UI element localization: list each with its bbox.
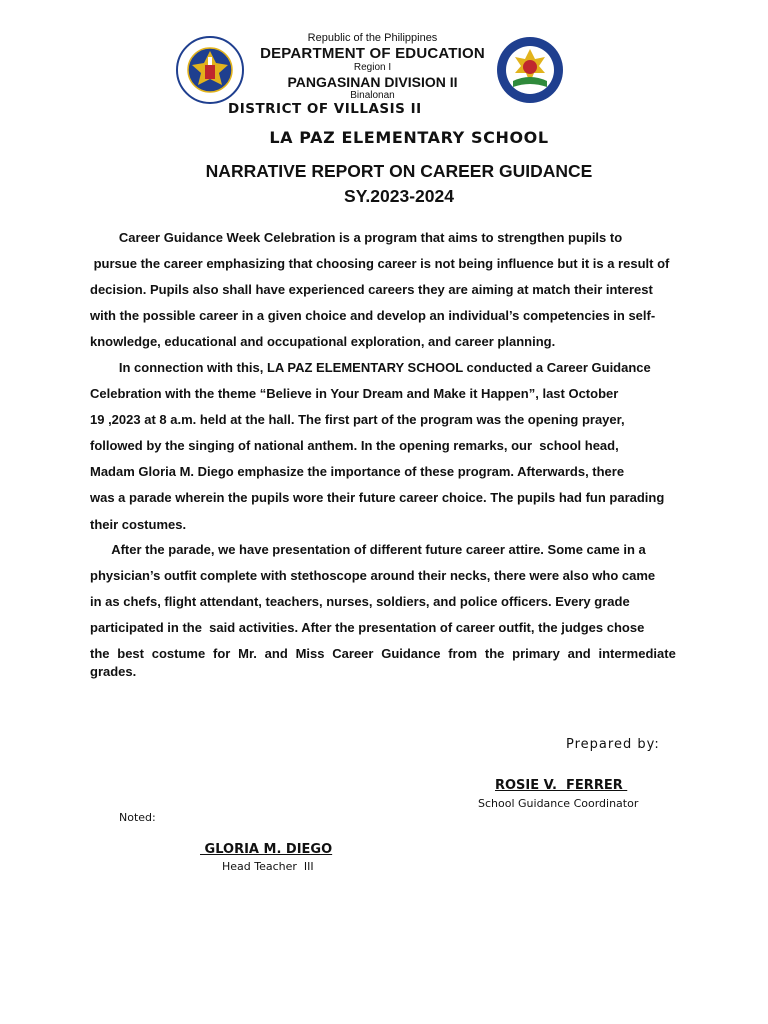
report-title <box>0 159 768 209</box>
justified-word: intermediate <box>598 646 676 662</box>
paragraph-line: in as chefs, flight attendant, teachers, nurses, soldiers, and police officers. Every grade <box>90 594 630 610</box>
justified-word: Miss <box>295 646 325 662</box>
prepared-by-label: Prepared by: <box>566 737 660 752</box>
region-line: Region I <box>353 62 392 73</box>
justified-word: best <box>117 646 144 662</box>
justified-word: from <box>448 646 478 662</box>
paragraph-line: In connection with this, LA PAZ ELEMENTARY SCHOOL conducted a Career Guidance <box>90 360 651 375</box>
paragraph-line: knowledge, educational and occupational exploration, and career planning. <box>90 334 556 350</box>
paragraph-line: pursue the career emphasizing that choosing career is not being influence but it is a result of <box>90 256 670 272</box>
paragraph-line: followed by the singing of national anthem. In the opening remarks, our school head, <box>90 438 619 454</box>
paragraph-line: physician’s outfit complete with stethoscope around their necks, there were also who came <box>90 568 656 584</box>
justified-word: the <box>90 646 110 662</box>
department-name: DEPARTMENT OF EDUCATION <box>260 45 485 62</box>
republic-line: Republic of the Philippines <box>307 32 438 44</box>
paragraph-line: participated in the said activities. After the presentation of career outfit, the judges chose <box>90 620 645 636</box>
district-name: DISTRICT OF VILLASIS II <box>228 101 422 117</box>
preparer-role: School Guidance Coordinator <box>478 797 639 810</box>
report-title-line1: NARRATIVE REPORT ON CAREER GUIDANCE <box>205 161 593 181</box>
paragraph-line: decision. Pupils also shall have experienced careers they are aiming at match their interest <box>90 282 653 298</box>
justified-word: and <box>264 646 288 662</box>
justified-words <box>90 644 676 664</box>
justified-word: costume <box>151 646 206 662</box>
paragraph-line: was a parade wherein the pupils wore their future career choice. The pupils had fun parading <box>90 490 665 506</box>
paragraph-line: their costumes. <box>90 516 187 532</box>
report-school-year: SY.2023-2024 <box>344 186 454 206</box>
paragraph-line: Career Guidance Week Celebration is a program that aims to strengthen pupils to <box>90 230 623 245</box>
deped-seal-icon <box>170 35 250 105</box>
paragraph-line: Madam Gloria M. Diego emphasize the importance of these program. Afterwards, there <box>90 464 625 480</box>
paragraph-line: with the possible career in a given choice and develop an individual’s competencies in self- <box>90 308 656 324</box>
paragraph-justified-line <box>90 644 690 662</box>
paragraph-1 <box>90 228 690 358</box>
justified-word: for <box>213 646 231 662</box>
division-seal-icon <box>495 35 565 105</box>
division-name: PANGASINAN DIVISION II <box>287 74 458 90</box>
justified-word: and <box>567 646 591 662</box>
noter-role: Head Teacher III <box>222 860 314 873</box>
paragraph-line: After the parade, we have presentation of different future career attire. Some came in a <box>90 542 646 557</box>
letterhead <box>170 30 560 105</box>
justified-word: Guidance <box>381 646 441 662</box>
town-line: Binalonan <box>350 90 395 101</box>
paragraph-2 <box>90 358 690 541</box>
school-name: LA PAZ ELEMENTARY SCHOOL <box>269 128 549 147</box>
paragraph-3 <box>90 540 690 688</box>
noter-name: GLORIA M. DIEGO <box>200 842 333 857</box>
paragraph-line: Celebration with the theme “Believe in Your Dream and Make it Happen”, last October <box>90 386 619 402</box>
justified-word: the <box>484 646 505 662</box>
paragraph-line: grades. <box>90 664 137 680</box>
preparer-name: ROSIE V. FERRER <box>495 778 628 793</box>
noted-label: Noted: <box>119 811 156 824</box>
justified-word: primary <box>512 646 560 662</box>
justified-word: Career <box>332 646 374 662</box>
paragraph-line: 19 ,2023 at 8 a.m. held at the hall. The first part of the program was the opening prayer, <box>90 412 625 428</box>
justified-word: Mr. <box>238 646 257 662</box>
